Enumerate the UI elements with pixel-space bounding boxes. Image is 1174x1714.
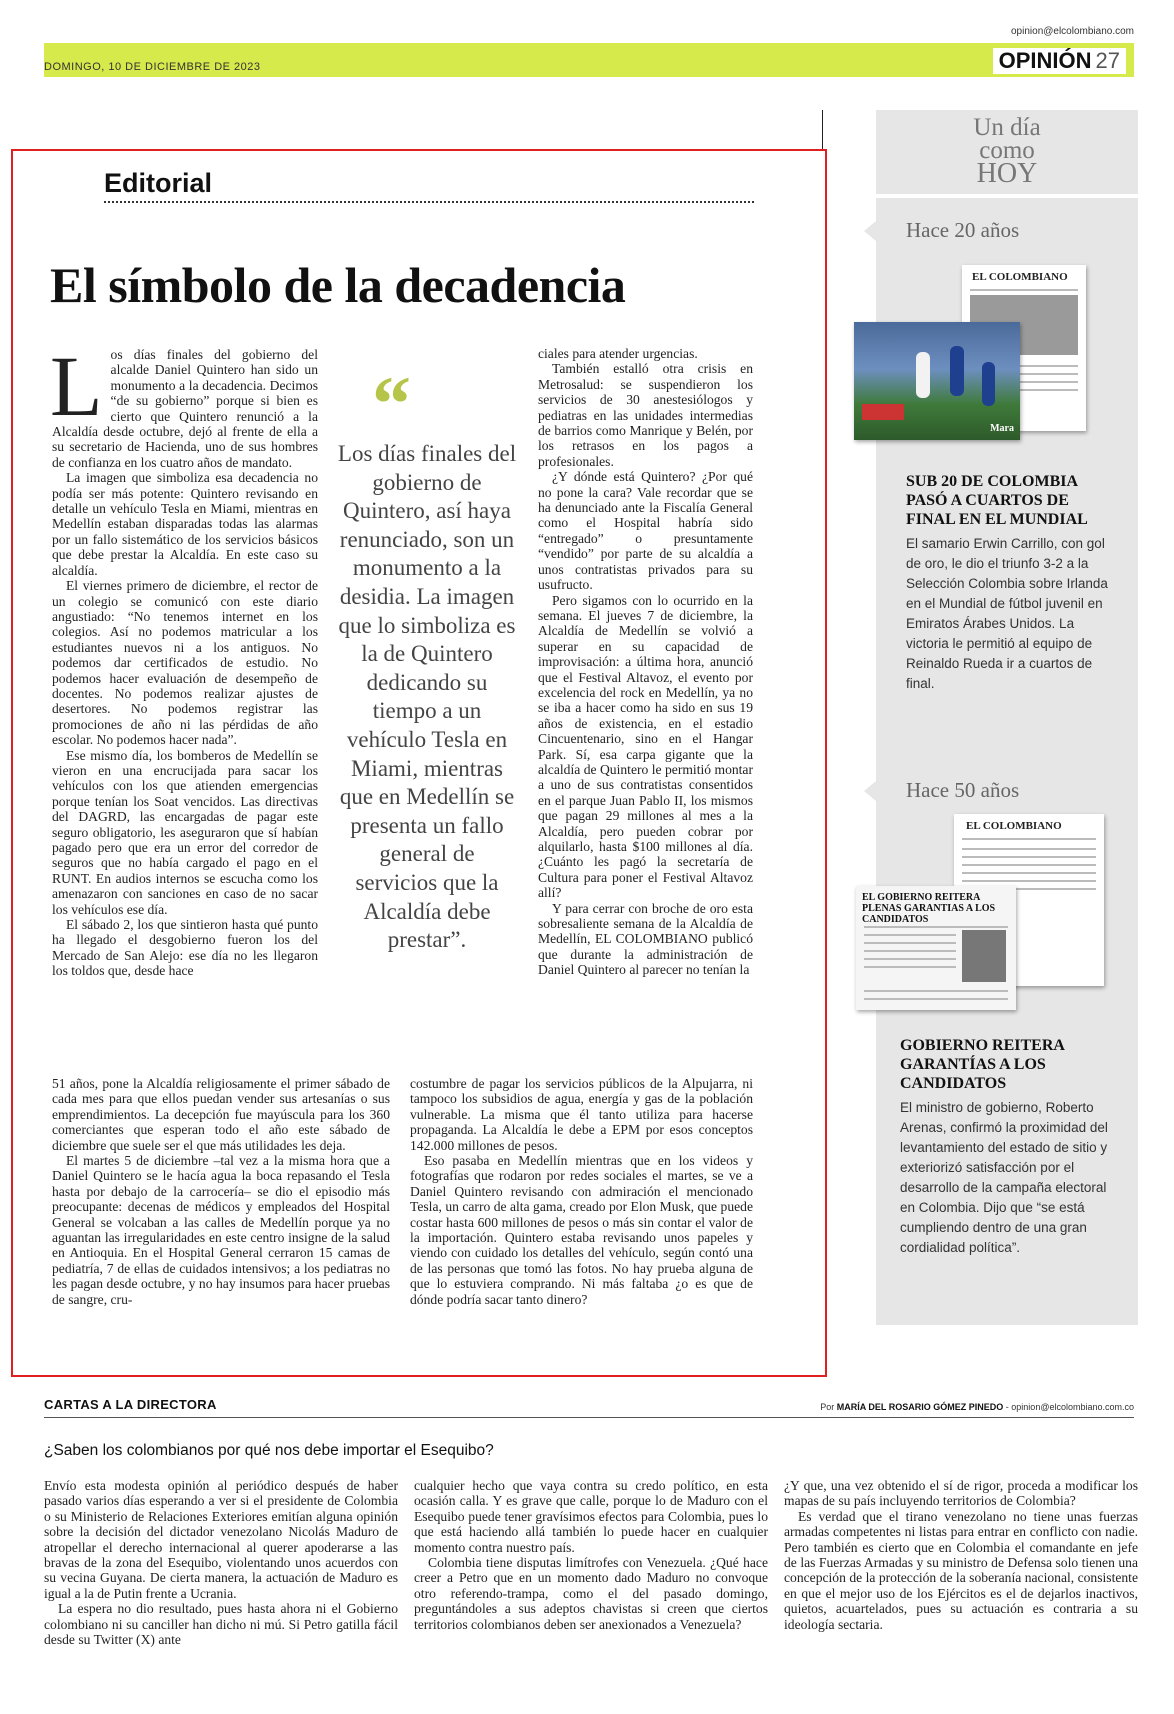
section-label: OPINIÓN [998, 48, 1092, 73]
page-number: 27 [1095, 48, 1120, 73]
header-bar [44, 43, 1134, 77]
paragraph: 51 años, pone la Alcaldía religiosamente el primer sábado de cada mes para que ellos puedan vender sus artesanías o sus emprendimientos. La decepción fue mayúscula para los 360 comerciantes que esperan todo el año este sábado de diciembre que suele ser el que más utilidades les deja. [52, 1076, 390, 1153]
divider [864, 934, 956, 936]
divider [864, 966, 956, 968]
divider [962, 856, 1096, 858]
editorial-label: Editorial [104, 168, 213, 198]
cartas-section-label: CARTAS A LA DIRECTORA [44, 1397, 217, 1412]
quote-mark: “ [372, 360, 411, 447]
arrow-pointer-icon [864, 221, 876, 241]
newspaper-masthead: EL COLOMBIANO [972, 271, 1068, 283]
divider [970, 289, 1078, 291]
divider [962, 864, 1096, 866]
paragraph: ¿Y dónde está Quintero? ¿Por qué no pone la cara? Vale recordar que se ha denunciado ante la Fiscalía General como el Hospital habría sido “entregado” o presuntamente “vendido” por parte de su alcaldía a unos contratistas privados para su usufructo. [538, 469, 753, 593]
ad-board [862, 404, 904, 420]
photo-caption-word: Mara [990, 423, 1014, 434]
newspaper-masthead: EL COLOMBIANO [966, 820, 1062, 832]
divider [864, 942, 956, 944]
sidebar-title-hoy: HOY [976, 158, 1038, 189]
cartas-column-2 [414, 1478, 768, 1632]
paragraph: Colombia tiene disputas limítrofes con Venezuela. ¿Qué hace creer a Petro que en un momento dado Maduro no convoque otro referendo-trampa, como el del pasado domingo, preguntándoles a sus adeptos chavistas si creen que ciertos territorios colombianos deben ser anexionados a Venezuela? [414, 1555, 768, 1632]
sidebar-item-text: El samario Erwin Carrillo, con gol de oro, le dio el triunfo 3-2 a la Selección Colombia sobre Irlanda en el Mundial de fútbol juvenil en Emiratos Árabes Unidos. La victoria le permitió al equipo de Reinaldo Rueda ir a cuartos de final. [906, 536, 1108, 691]
paragraph: Es verdad que el tirano venezolano no tiene unas fuerzas armadas competentes ni listas para entrar en conflicto con nadie. Pero también es cierto que en Colombia el comandante en jefe de las Fuerzas Armadas y su ministro de Defensa solo tienen una concepción de la protección de la soberanía nacional, consistente en que el mejor uso de los Ejércitos es el de dejarlos inactivos, quietos, acuartelados, pues su actuación es contraria a su ideología sectaria. [784, 1508, 1138, 1632]
paragraph: Pero sigamos con lo ocurrido en la semana. El jueves 7 de diciembre, la Alcaldía de Medellín se volvió a superar en su capacidad de improvisación: a última hora, anunció que el Festival Altavoz, el evento por excelencia del rock en Medellín, ya no se iba a hacer como ha sido en sus 19 años de existencia, en el estadio Cincuentenario, sino en el Hangar Park. Sí, esa carpa gigante que la alcaldía de Quintero le permitió montar a uno de sus contratistas consentidos en el parque Juan Pablo II, los mismos que pagan 29 millones al mes a la Alcaldía, pero pueden cobrar por alquilarlo, hasta $100 millones al día. ¿Cuánto les pagó la secretaría de Cultura para poner el Festival Altavoz allí? [538, 592, 753, 901]
clip-headline: EL GOBIERNO REITERA PLENAS GARANTIAS A LOS CANDIDATOS [862, 892, 996, 925]
editorial-column-1-wide [52, 1076, 390, 1307]
paragraph: Eso pasaba en Medellín mientras que en los videos y fotografías que rodaron por redes sociales el martes, se ve a Daniel Quintero revisando con admiración el mencionado Tesla, un carro de alta gama, creado por Elon Musk, que puede costar hasta 600 millones de pesos o más sin contar el valor de la importación. Quintero estaba revisando unos papeles y viendo con cuidado los detalles del vehículo, según contó una de las personas que tomó las fotos. No hay prueba alguna de que lo estuviera comprando. Ni más faltaba ¿o es que de dónde podría sacar tanto dinero? [410, 1153, 753, 1307]
arrow-pointer-icon [864, 781, 876, 801]
cartas-column-3 [784, 1478, 1138, 1632]
divider [864, 958, 956, 960]
paragraph: Ese mismo día, los bomberos de Medellín se vieron en una encrucijada para sacar los vehículos con los que atienden emergencias porque tenían los Soat vencidos. Las directivas del DAGRD, las encargadas de pagar este seguro obligatorio, les aseguraron que sí habían pagado pero que era un error del corredor de seguros que no había cargado el pago en el RUNT. En audios internos se escucha como los amenazaron con sanciones en caso de no sacar los vehículos ese día. [52, 747, 318, 917]
paragraph: ¿Y que, una vez obtenido el sí de rigor, proceda a modificar los mapas de su país incluyendo territorios de Colombia? [784, 1478, 1138, 1509]
divider [962, 880, 1096, 882]
divider [962, 872, 1096, 874]
cartas-byline [820, 1402, 1134, 1412]
player-figure [916, 352, 930, 398]
editorial-headline: El símbolo de la decadencia [50, 257, 626, 313]
soccer-photo [854, 322, 1020, 440]
paragraph: El sábado 2, los que sintieron hasta qué punto ha llegado el desgobierno fueron los del Mercado de San Alejo: ese día no les llegaron los toldos que, desde hace [52, 917, 318, 979]
drop-cap: L [50, 338, 103, 434]
period-label: Hace 50 años [906, 778, 1020, 802]
divider [864, 926, 1008, 928]
sidebar-item-text: El ministro de gobierno, Roberto Arenas, confirmó la proximidad del levantamiento del estado de sitio y exteriorizó satisfacción por el desarrollo de la campaña electoral en Colombia. Dijo que “se está cumpliendo dentro de una gran cordialidad política”. [900, 1100, 1108, 1255]
period-label: Hace 20 años [906, 218, 1020, 242]
sidebar-item-headline: SUB 20 DE COLOMBIA PASÓ A CUARTOS DE FINAL EN EL MUNDIAL [906, 473, 1088, 528]
paragraph: ciales para atender urgencias. [538, 346, 698, 361]
newspaper-clipping [856, 886, 1016, 1010]
divider [962, 848, 1096, 850]
cartas-divider [44, 1417, 1134, 1418]
player-figure [950, 346, 964, 396]
paragraph: La imagen que simboliza esa decadencia no podía ser más potente: Quintero revisando en detalle un vehículo Tesla en Miami, mientras en Medellín estaban disparadas todas las alarmas por un fallo sistemático de los servicios básicos que debe prestar la Alcaldía. En este caso su alcaldía. [52, 470, 318, 578]
editorial-column-3-wide [410, 1076, 753, 1307]
byline-prefix: Por [820, 1402, 835, 1412]
cartas-title: ¿Saben los colombianos por qué nos debe importar el Esequibo? [44, 1442, 494, 1459]
sidebar-item-headline: GOBIERNO REITERA GARANTÍAS A LOS CANDIDATOS [900, 1037, 1065, 1092]
section-name [993, 48, 1126, 74]
paragraph: La espera no dio resultado, pues hasta ahora ni el Gobierno colombiano ni su canciller han dicho ni mú. Si Petro gatilla fácil desde su Twitter (X) ante [44, 1601, 398, 1648]
divider [864, 990, 1008, 992]
cartas-column-1 [44, 1478, 398, 1647]
sidebar-title-line: como [979, 137, 1035, 164]
divider [864, 998, 1008, 1000]
pull-quote: Los días finales del gobierno de Quintero, así haya renunciado, son un monumento a la desidia. La imagen que lo simboliza es la de Quintero dedicando su tiempo a un vehículo Tesla en Miami, mientras que en Medellín se presenta un fallo general de servicios que la Alcaldía debe prestar”. [337, 441, 517, 953]
editorial-column-3 [538, 346, 753, 978]
byline-email[interactable]: - opinion@elcolombiano.com.co [1005, 1402, 1134, 1412]
issue-date: DOMINGO, 10 DE DICIEMBRE DE 2023 [44, 61, 261, 73]
header-email[interactable]: opinion@elcolombiano.com [1011, 26, 1134, 37]
player-figure [982, 362, 995, 406]
portrait-photo [962, 930, 1006, 982]
editorial-column-1 [50, 338, 318, 979]
paragraph: costumbre de pagar los servicios públicos de la Alpujarra, ni tampoco los subsidios de agua, energía y gas de la población vulnerable. La misma que él tanto utiliza para hacerse propaganda. La Alcaldía le debe a EPM por esos conceptos 142.000 millones de pesos. [410, 1076, 753, 1153]
paragraph: os días finales del gobierno del alcalde Daniel Quintero han sido un monumento a la decadencia. Decimos “de su gobierno” porque si bien es cierto que Quintero renunció a la Alcaldía desde octubre, dejó al frente de ella a su secretario de Hacienda, uno de sus hombres de confianza en los cuatro años de mandato. [52, 347, 318, 470]
paragraph: Envío esta modesta opinión al periódico después de haber pasado varios días esperando a ver si el presidente de Colombia o su Ministerio de Relaciones Exteriores emitían alguna opinión sobre la decisión del dictador venezolano Nicolás Maduro de atropellar el derecho internacional al querer apoderarse a las bravas de la zona del Esequibo, violentando unos acuerdos con su vecina Guyana. De cierta manera, la actuación de Maduro es igual a la de Putin frente a Ucrania. [44, 1478, 398, 1601]
sidebar-title [876, 114, 1138, 189]
divider [962, 838, 1096, 840]
divider [864, 950, 956, 952]
paragraph: También estalló otra crisis en Metrosalud: se suspendieron los servicios de 30 anestesiólogos y pediatras en las unidades intermedias de barrios como Manrique y Belén, por los retrasos en los pagos a profesionales. [538, 361, 753, 469]
column-rule [822, 110, 823, 150]
byline-name: MARÍA DEL ROSARIO GÓMEZ PINEDO [836, 1402, 1004, 1412]
paragraph: El viernes primero de diciembre, el rector de un colegio se comunicó con este diario angustiado: “No tenemos internet en los colegios. Así no podemos matricular a los estudiantes nuevos ni a los antiguos. No podemos dar certificados de estudio. No podemos hacer evaluación de desempeño de docentes. No podemos realizar ajustes de desertores. No podemos registrar las promociones de año ni las pérdidas de año escolar. No podemos hacer nada”. [52, 578, 318, 748]
paragraph: cualquier hecho que vaya contra su credo político, en esta ocasión calla. Y es grave que calle, porque lo de Maduro con el Esequibo puede tener gravísimos efectos para Colombia, pues lo que está haciendo allá también lo puede hacer en cualquier momento contra nuestro país. [414, 1478, 768, 1555]
sidebar-title-line: Un día [973, 114, 1041, 141]
paragraph: El martes 5 de diciembre –tal vez a la misma hora que a Daniel Quintero se le hacía agua la boca repasando el Tesla hasta por debajo de la carrocería– se dio el episodio más preocupante: decenas de médicos y empleados del Hospital General se volcaban a las calles de Medellín porque ya no aguantan las irregularidades en este centro insigne de la salud en Antioquia. En el Hospital General cerraron 15 camas de pediatría, 7 de ellas de cuidados intensivos; a los pediatras no les pagan desde octubre, y no hay insumos para hacer pruebas de sangre, cru- [52, 1153, 390, 1307]
paragraph: Y para cerrar con broche de oro esta sobresaliente semana de la Alcaldía de Medellín, EL COLOMBIANO publicó que durante la administración de Daniel Quintero al parecer no tenían la [538, 900, 753, 978]
dotted-divider [104, 201, 754, 203]
